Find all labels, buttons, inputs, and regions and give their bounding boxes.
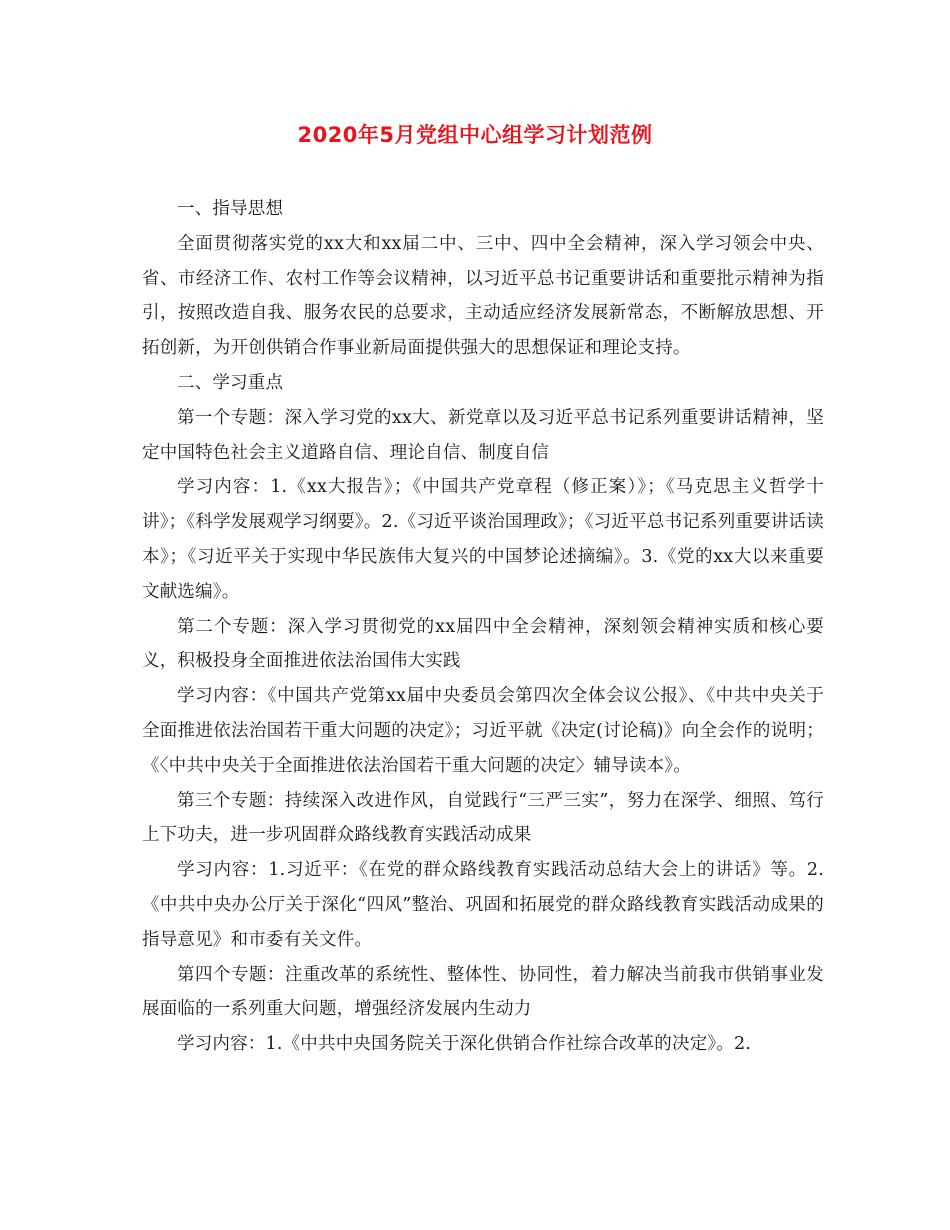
topic-4-content: 学习内容：1.《中共中央国务院关于深化供销合作社综合改革的决定》。2. <box>177 1034 752 1055</box>
topic-1-heading: 第一个专题：深入学习党的xx大、新党章以及习近平总书记系列重要讲话精神，坚定中国特色社会主义道路自信、理论自信、制度自信 <box>142 407 824 463</box>
topic-3-heading: 第三个专题：持续深入改进作风，自觉践行“三严三实”，努力在深学、细照、笃行上下功夫，进一步巩固群众路线教育实践活动成果 <box>142 790 824 846</box>
topic-3-content: 学习内容：1.习近平：《在党的群众路线教育实践活动总结大会上的讲话》等。2.《中共中央办公厅关于深化“四风”整治、巩固和拓展党的群众路线教育实践活动成果的指导意见》和市委有关文件。 <box>142 860 824 950</box>
section-heading-study-focus: 二、学习重点 <box>177 372 284 393</box>
topic-1-content: 学习内容：1.《xx大报告》；《中国共产党章程（修正案）》；《马克思主义哲学十讲》；《科学发展观学习纲要》。2.《习近平谈治国理政》；《习近平总书记系列重要讲话读本》；《习近平关于实现中华民族伟大复兴的中国梦论述摘编》。3.《党的xx大以来重要文献选编》。 <box>142 477 824 602</box>
topic-2-heading: 第二个专题：深入学习贯彻党的xx届四中全会精神，深刻领会精神实质和核心要义，积极投身全面推进依法治国伟大实践 <box>142 616 824 672</box>
paragraph-guiding-ideology: 全面贯彻落实党的xx大和xx届二中、三中、四中全会精神，深入学习领会中央、省、市经济工作、农村工作等会议精神，以习近平总书记重要讲话和重要批示精神为指引，按照改造自我、服务农民的总要求，主动适应经济发展新常态，不断解放思想、开拓创新，为开创供销合作事业新局面提供强大的思想保证和理论支持。 <box>142 233 824 359</box>
document-body <box>142 192 824 1062</box>
topic-2-content: 学习内容：《中国共产党第xx届中央委员会第四次全体会议公报》、《中共中央关于全面推进依法治国若干重大问题的决定》；习近平就《决定(讨论稿)》向全会作的说明；《〈中共中央关于全面推进依法治国若干重大问题的决定〉辅导读本》。 <box>142 686 824 776</box>
section-heading-guiding-ideology: 一、指导思想 <box>177 199 284 219</box>
topic-4-heading: 第四个专题：注重改革的系统性、整体性、协同性，着力解决当前我市供销事业发展面临的一系列重大问题，增强经济发展内生动力 <box>142 964 824 1020</box>
document-title: 2020年5月党组中心组学习计划范例 <box>297 123 653 147</box>
